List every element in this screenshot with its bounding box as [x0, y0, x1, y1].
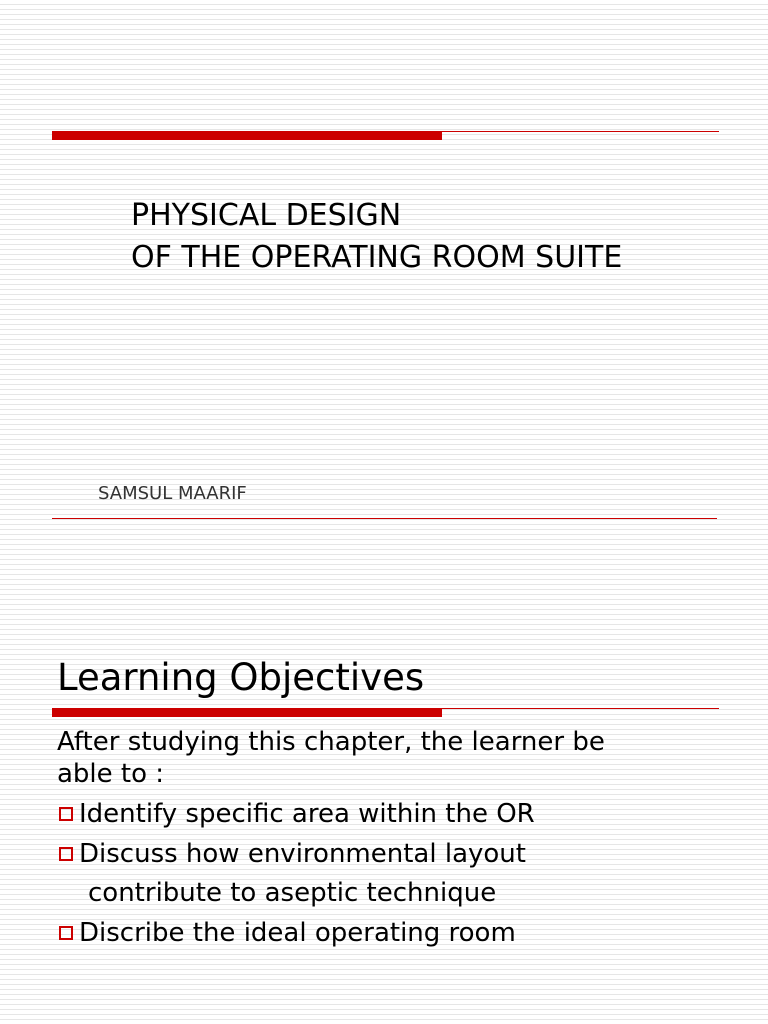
hollow-square-icon: [59, 807, 73, 821]
bullet-text: Identify specific area within the OR: [79, 799, 535, 829]
bullet-item-2: [57, 838, 526, 870]
bullet-item-1: [57, 798, 535, 830]
bullet-item-2-continuation: contribute to aseptic technique: [88, 878, 497, 908]
author-name: SAMSUL MAARIF: [98, 483, 247, 504]
hollow-square-icon: [59, 847, 73, 861]
intro-text-line-2: able to :: [57, 759, 165, 789]
accent-rule-thin: [442, 131, 719, 132]
accent-bar-thick: [52, 708, 442, 717]
bullet-item-3: [57, 917, 516, 949]
slide-title-line-2: OF THE OPERATING ROOM SUITE: [131, 240, 623, 275]
objectives-slide: [0, 560, 768, 1024]
slide-heading: Learning Objectives: [57, 656, 425, 699]
bullet-text: Discribe the ideal operating room: [79, 918, 516, 948]
bullet-text: Discuss how environmental layout: [79, 839, 526, 869]
intro-text-line-1: After studying this chapter, the learner be: [57, 727, 605, 757]
hollow-square-icon: [59, 926, 73, 940]
bottom-rule: [52, 518, 717, 519]
accent-rule-thin: [442, 708, 719, 709]
accent-bar-thick: [52, 131, 442, 140]
slide-title-line-1: PHYSICAL DESIGN: [131, 198, 402, 233]
